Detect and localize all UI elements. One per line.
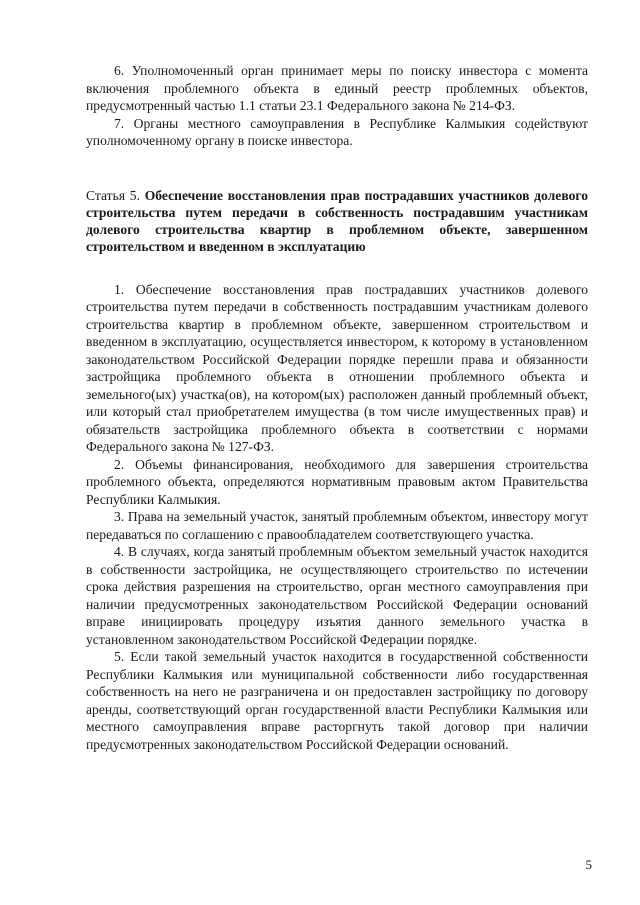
article-paragraph-3: 3. Права на земельный участок, занятый проблемным объектом, инвестору могут передаваться по соглашению с правообладателем соответствующего участка. bbox=[86, 509, 588, 542]
paragraph-6: 6. Уполномоченный орган принимает меры по поиску инвестора с момента включения проблемного объекта в единый реестр проблемных объектов, предусмотренный частью 1.1 статьи 23.1 Федерального закона № 214-ФЗ. bbox=[86, 63, 588, 113]
article-title: Обеспечение восстановления прав пострадавших участников долевого строительства путем передачи в собственность пострадавшим участникам долевого строительства квартир в проблемном объекте, завершенном строительством и введенном в эксплуатацию bbox=[86, 187, 588, 254]
article-paragraph-1: 1. Обеспечение восстановления прав пострадавших участников долевого строительства путем передачи в собственность пострадавшим участникам долевого строительства квартир в проблемном объекте, завершенном строительством и введенном в эксплуатацию, осуществляется инвестором, к которому в установленном законодательством Российской Федерации порядке перешли права и обязанности застройщика проблемного объекта в отношении проблемного объекта и земельного(ых) участка(ов), на котором(ых) расположен данный проблемный объект, или который стал приобретателем имущества (в том числе имущественных прав) и обязательств застройщика проблемного объекта в соответствии с нормами Федерального закона № 127-ФЗ. bbox=[86, 281, 588, 454]
paragraph-7: 7. Органы местного самоуправления в Республике Калмыкия содействуют уполномоченному органу в поиске инвестора. bbox=[86, 115, 588, 148]
article-paragraph-2: 2. Объемы финансирования, необходимого для завершения строительства проблемного объекта, определяются нормативным правовым актом Правительства Республики Калмыкия. bbox=[86, 456, 588, 507]
page-number: 5 bbox=[585, 857, 592, 872]
article-paragraph-4: 4. В случаях, когда занятый проблемным объектом земельный участок находится в собственности застройщика, не осуществляющего строительство по истечении срока действия разрешения на строительство, орган местного самоуправления при наличии предусмотренных законодательством Российской Федерации оснований вправе инициировать процедуру изъятия данного земельного участка в установленном законодательством Российской Федерации порядке. bbox=[86, 544, 588, 647]
article-heading bbox=[86, 187, 588, 255]
article-label: Статья 5. bbox=[86, 187, 145, 203]
article-paragraph-5: 5. Если такой земельный участок находится в государственной собственности Республики Калмыкия или муниципальной собственности либо государственная собственность на него не разграничена и он предоставлен застройщику по договору аренды, соответствующий орган государственной власти Республики Калмыкия или местного самоуправления вправе расторгнуть такой договор при наличии предусмотренных законодательством Российской Федерации оснований. bbox=[86, 649, 588, 752]
